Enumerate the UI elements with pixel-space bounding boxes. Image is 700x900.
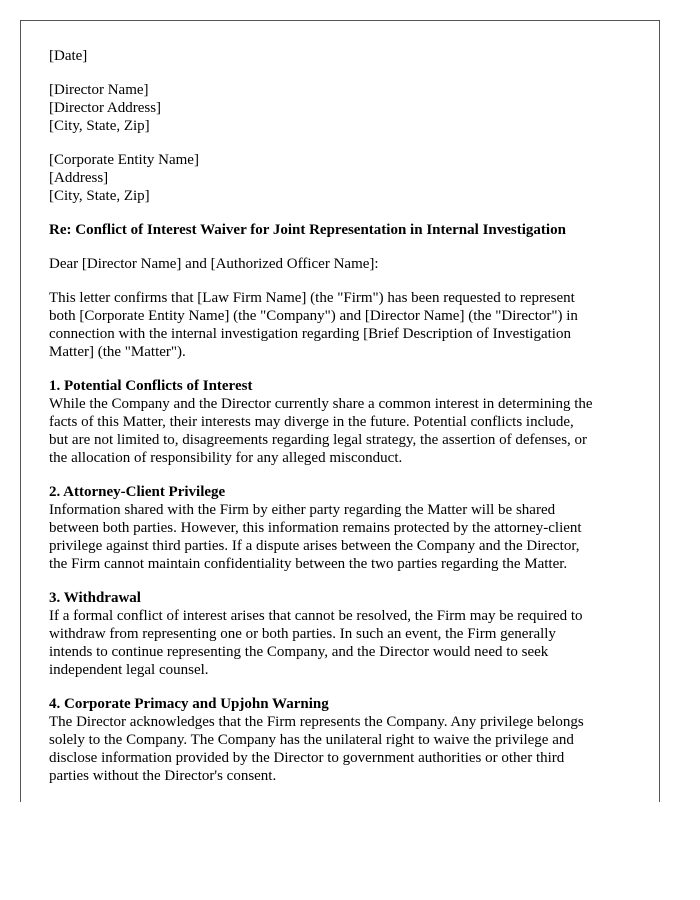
section-line: the Firm cannot maintain confidentiality between the two parties regarding the Matter. <box>49 556 568 572</box>
section-line: between both parties. However, this information remains protected by the attorney-client <box>49 520 582 536</box>
intro-line: connection with the internal investigation regarding [Brief Description of Investigation <box>49 326 571 342</box>
section-privilege <box>49 483 639 573</box>
section-heading: 2. Attorney-Client Privilege <box>49 484 226 500</box>
section-line: Information shared with the Firm by either party regarding the Matter will be shared <box>49 502 556 518</box>
date-block <box>49 47 639 65</box>
section-line: but are not limited to, disagreements regarding legal strategy, the assertion of defenses, or <box>49 432 588 448</box>
section-heading: 4. Corporate Primacy and Upjohn Warning <box>49 696 329 712</box>
company-name-line: [Corporate Entity Name] <box>49 152 199 168</box>
section-heading: 3. Withdrawal <box>49 590 141 606</box>
section-line: The Director acknowledges that the Firm represents the Company. Any privilege belongs <box>49 714 584 730</box>
intro-line: Matter] (the "Matter"). <box>49 344 186 360</box>
company-city-line: [City, State, Zip] <box>49 188 150 204</box>
director-address-block <box>49 81 639 135</box>
section-line: independent legal counsel. <box>49 662 209 678</box>
director-city-line: [City, State, Zip] <box>49 118 150 134</box>
section-heading: 1. Potential Conflicts of Interest <box>49 378 253 394</box>
director-name-line: [Director Name] <box>49 82 149 98</box>
subject-block <box>49 221 639 239</box>
salutation-line: Dear [Director Name] and [Authorized Officer Name]: <box>49 256 379 272</box>
salutation-block <box>49 255 639 273</box>
section-line: parties without the Director's consent. <box>49 768 277 784</box>
director-address-line: [Director Address] <box>49 100 162 116</box>
section-line: facts of this Matter, their interests may diverge in the future. Potential conflicts include, <box>49 414 574 430</box>
section-line: privilege against third parties. If a dispute arises between the Company and the Director, <box>49 538 580 554</box>
section-conflicts <box>49 377 639 467</box>
section-line: intends to continue representing the Company, and the Director would need to seek <box>49 644 549 660</box>
section-line: withdraw from representing one or both parties. In such an event, the Firm generally <box>49 626 556 642</box>
company-address-block <box>49 151 639 205</box>
section-line: the allocation of responsibility for any alleged misconduct. <box>49 450 403 466</box>
section-line: disclose information provided by the Director to government authorities or other third <box>49 750 565 766</box>
letter-content <box>49 47 639 801</box>
letter-page <box>20 20 660 802</box>
section-line: If a formal conflict of interest arises that cannot be resolved, the Firm may be required to <box>49 608 583 624</box>
intro-paragraph <box>49 289 639 361</box>
intro-line: This letter confirms that [Law Firm Name] (the "Firm") has been requested to represent <box>49 290 575 306</box>
date-line: [Date] <box>49 48 88 64</box>
subject-line: Re: Conflict of Interest Waiver for Joint Representation in Internal Investigation <box>49 222 566 238</box>
section-upjohn <box>49 695 639 785</box>
intro-line: both [Corporate Entity Name] (the "Company") and [Director Name] (the "Director") in <box>49 308 578 324</box>
section-withdrawal <box>49 589 639 679</box>
section-line: While the Company and the Director currently share a common interest in determining the <box>49 396 593 412</box>
section-line: solely to the Company. The Company has the unilateral right to waive the privilege and <box>49 732 574 748</box>
company-address-line: [Address] <box>49 170 109 186</box>
